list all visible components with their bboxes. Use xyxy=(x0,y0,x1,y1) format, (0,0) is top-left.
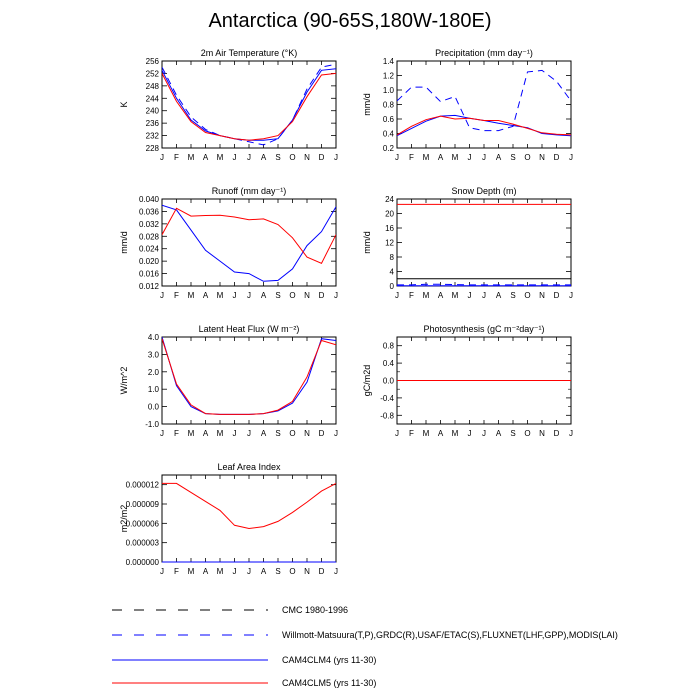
x-tick-label: D xyxy=(553,153,560,162)
y-axis-label: W/m^2 xyxy=(119,366,129,395)
legend-label: CAM4CLM5 (yrs 11-30) xyxy=(282,678,377,688)
x-tick-label: S xyxy=(275,429,281,438)
x-tick-label: M xyxy=(187,291,195,300)
y-tick-label: 256 xyxy=(145,57,159,66)
x-tick-label: M xyxy=(216,567,224,576)
x-tick-label: J xyxy=(467,291,472,300)
y-tick-label: 0.036 xyxy=(138,207,159,217)
x-tick-label: J xyxy=(160,153,164,162)
y-tick-label: 0.032 xyxy=(138,219,159,229)
series-line-cam5 xyxy=(162,483,336,528)
x-tick-label: A xyxy=(437,429,444,438)
x-tick-label: A xyxy=(202,429,209,438)
y-tick-label: 0.020 xyxy=(138,257,159,267)
x-tick-label: S xyxy=(275,567,281,576)
panel-title: Runoff (mm day⁻¹) xyxy=(211,186,287,196)
x-tick-label: F xyxy=(409,291,414,300)
x-tick-label: D xyxy=(553,429,560,438)
legend-label: Willmott-Matsuura(T,P),GRDC(R),USAF/ETAC(S),FLUXNET(LHF,GPP),MODIS(LAI) xyxy=(282,630,618,640)
y-tick-label: 0.012 xyxy=(138,282,159,291)
x-tick-label: M xyxy=(216,429,224,438)
x-tick-label: A xyxy=(495,291,502,300)
panel-0 xyxy=(119,48,338,162)
x-tick-label: M xyxy=(216,291,224,300)
x-tick-label: A xyxy=(260,429,267,438)
x-tick-label: A xyxy=(495,153,502,162)
x-tick-label: A xyxy=(202,153,209,162)
y-tick-label: 240 xyxy=(145,106,159,116)
panel-title: Photosynthesis (gC m⁻²day⁻¹) xyxy=(423,324,545,334)
y-tick-label: 0.2 xyxy=(382,144,394,153)
x-tick-label: J xyxy=(334,291,338,300)
x-tick-label: F xyxy=(174,567,179,576)
panel-title: 2m Air Temperature (°K) xyxy=(200,48,298,58)
x-tick-label: S xyxy=(275,153,281,162)
y-axis-label: mm/d xyxy=(119,231,129,254)
y-tick-label: 16 xyxy=(385,224,394,233)
y-tick-label: 24 xyxy=(385,195,394,204)
x-tick-label: A xyxy=(260,291,267,300)
x-tick-label: J xyxy=(395,153,399,162)
figure-title: Antarctica (90-65S,180W-180E) xyxy=(208,10,492,32)
y-tick-label: 228 xyxy=(145,144,159,153)
x-tick-label: O xyxy=(289,291,296,300)
y-tick-label: 0.000003 xyxy=(125,538,159,548)
x-tick-label: M xyxy=(422,153,430,162)
x-tick-label: J xyxy=(232,291,237,300)
x-tick-label: F xyxy=(409,429,414,438)
panel-4 xyxy=(119,324,338,438)
y-tick-label: 0.4 xyxy=(382,129,394,139)
panel-3 xyxy=(362,186,573,300)
y-tick-label: 0.4 xyxy=(382,359,394,369)
plot-frame xyxy=(162,61,336,148)
x-tick-label: M xyxy=(451,429,459,438)
panel-title: Leaf Area Index xyxy=(217,462,281,472)
x-tick-label: O xyxy=(289,567,296,576)
x-tick-label: J xyxy=(232,429,237,438)
y-tick-label: 0.024 xyxy=(138,244,159,254)
y-tick-label: -1.0 xyxy=(145,420,159,429)
y-tick-label: 0.6 xyxy=(382,115,394,124)
panel-5 xyxy=(362,324,573,438)
y-tick-label: 1.2 xyxy=(382,71,394,81)
x-tick-label: S xyxy=(510,429,516,438)
x-tick-label: J xyxy=(232,153,237,162)
y-tick-label: -0.4 xyxy=(380,393,394,403)
legend-label: CMC 1980-1996 xyxy=(282,605,349,615)
x-tick-label: M xyxy=(187,429,195,438)
x-tick-label: S xyxy=(510,153,516,162)
y-tick-label: 0.8 xyxy=(382,100,394,110)
x-tick-label: J xyxy=(160,291,164,300)
y-tick-label: 0.000006 xyxy=(125,519,159,529)
panel-title: Latent Heat Flux (W m⁻²) xyxy=(198,324,300,334)
x-tick-label: D xyxy=(318,153,325,162)
panel-1 xyxy=(362,48,573,162)
panel-2 xyxy=(119,186,338,300)
x-tick-label: J xyxy=(569,429,573,438)
y-tick-label: 0.000009 xyxy=(125,500,159,509)
x-tick-label: A xyxy=(202,567,209,576)
x-tick-label: O xyxy=(524,429,531,438)
x-tick-label: J xyxy=(334,153,338,162)
legend-label: CAM4CLM4 (yrs 11-30) xyxy=(282,655,377,665)
x-tick-label: O xyxy=(289,429,296,438)
x-tick-label: A xyxy=(260,567,267,576)
y-tick-label: 0.040 xyxy=(138,195,159,204)
y-tick-label: 0.016 xyxy=(138,269,159,279)
x-tick-label: J xyxy=(334,567,338,576)
x-tick-label: M xyxy=(216,153,224,162)
x-tick-label: A xyxy=(202,291,209,300)
plot-frame xyxy=(162,475,336,562)
x-tick-label: J xyxy=(160,567,164,576)
x-tick-label: N xyxy=(304,429,310,438)
plot-frame xyxy=(397,199,571,286)
x-tick-label: N xyxy=(539,153,545,162)
x-tick-label: M xyxy=(187,567,195,576)
y-tick-label: -0.8 xyxy=(380,411,394,421)
y-tick-label: 1.0 xyxy=(382,86,394,95)
y-tick-label: 0.028 xyxy=(138,232,159,242)
panel-title: Snow Depth (m) xyxy=(451,186,517,196)
panel-title: Precipitation (mm day⁻¹) xyxy=(435,48,533,58)
y-tick-label: 4 xyxy=(389,267,394,277)
y-tick-label: 12 xyxy=(385,238,394,248)
x-tick-label: S xyxy=(275,291,281,300)
y-tick-label: 0.0 xyxy=(147,402,159,412)
y-tick-label: 0.000000 xyxy=(125,558,159,567)
panel-6 xyxy=(119,462,338,576)
x-tick-label: J xyxy=(467,153,472,162)
x-tick-label: F xyxy=(174,153,179,162)
y-axis-label: mm/d xyxy=(362,93,372,116)
y-tick-label: 244 xyxy=(145,94,159,104)
x-tick-label: M xyxy=(451,153,459,162)
x-tick-label: J xyxy=(395,429,399,438)
x-tick-label: M xyxy=(451,291,459,300)
x-tick-label: D xyxy=(553,291,560,300)
y-tick-label: 232 xyxy=(145,131,159,141)
y-tick-label: 252 xyxy=(145,69,159,79)
y-tick-label: 0.8 xyxy=(382,341,394,351)
y-tick-label: 236 xyxy=(145,119,159,129)
y-tick-label: 3.0 xyxy=(147,350,159,360)
x-tick-label: J xyxy=(395,291,399,300)
series-line-obs xyxy=(397,70,571,130)
x-tick-label: A xyxy=(260,153,267,162)
x-tick-label: J xyxy=(482,291,486,300)
x-tick-label: O xyxy=(289,153,296,162)
x-tick-label: D xyxy=(318,567,325,576)
y-tick-label: 0.000012 xyxy=(125,480,159,490)
y-tick-label: 4.0 xyxy=(147,333,159,342)
x-tick-label: M xyxy=(187,153,195,162)
series-line-cam5 xyxy=(162,73,336,140)
x-tick-label: J xyxy=(482,429,486,438)
plot-frame xyxy=(397,61,571,148)
y-axis-label: mm/d xyxy=(362,231,372,254)
x-tick-label: D xyxy=(318,291,325,300)
x-tick-label: O xyxy=(524,153,531,162)
series-line-cam5 xyxy=(162,208,336,263)
x-tick-label: N xyxy=(304,153,310,162)
y-axis-label: K xyxy=(119,101,129,108)
x-tick-label: J xyxy=(232,567,237,576)
x-tick-label: J xyxy=(569,291,573,300)
x-tick-label: J xyxy=(247,291,251,300)
x-tick-label: J xyxy=(569,153,573,162)
x-tick-label: S xyxy=(510,291,516,300)
panels-group xyxy=(119,48,573,576)
legend xyxy=(112,605,618,688)
y-axis-label: m2/m2 xyxy=(119,504,129,533)
x-tick-label: J xyxy=(482,153,486,162)
y-tick-label: 248 xyxy=(145,81,159,91)
series-line-cam4 xyxy=(162,69,336,140)
series-line-cam4 xyxy=(162,205,336,281)
x-tick-label: N xyxy=(304,291,310,300)
plot-frame xyxy=(162,337,336,424)
x-tick-label: J xyxy=(247,429,251,438)
x-tick-label: A xyxy=(495,429,502,438)
x-tick-label: J xyxy=(467,429,472,438)
x-tick-label: M xyxy=(422,429,430,438)
y-tick-label: 0.0 xyxy=(382,376,394,386)
x-tick-label: F xyxy=(174,429,179,438)
x-tick-label: J xyxy=(247,567,251,576)
y-tick-label: 2.0 xyxy=(147,367,159,377)
y-tick-label: 20 xyxy=(385,209,394,219)
x-tick-label: O xyxy=(524,291,531,300)
x-tick-label: N xyxy=(304,567,310,576)
series-line-obs xyxy=(162,64,336,145)
x-tick-label: N xyxy=(539,429,545,438)
x-tick-label: A xyxy=(437,153,444,162)
x-tick-label: A xyxy=(437,291,444,300)
series-line-cam5 xyxy=(397,116,571,135)
x-tick-label: J xyxy=(160,429,164,438)
x-tick-label: N xyxy=(539,291,545,300)
x-tick-label: D xyxy=(318,429,325,438)
x-tick-label: F xyxy=(409,153,414,162)
y-tick-label: 0 xyxy=(389,282,394,291)
y-axis-label: gC/m2d xyxy=(362,364,372,397)
x-tick-label: J xyxy=(247,153,251,162)
series-line-cam4 xyxy=(162,337,336,414)
x-tick-label: J xyxy=(334,429,338,438)
x-tick-label: M xyxy=(422,291,430,300)
y-tick-label: 8 xyxy=(389,253,394,262)
y-tick-label: 1.0 xyxy=(147,385,159,395)
x-tick-label: F xyxy=(174,291,179,300)
y-tick-label: 1.4 xyxy=(382,57,394,66)
